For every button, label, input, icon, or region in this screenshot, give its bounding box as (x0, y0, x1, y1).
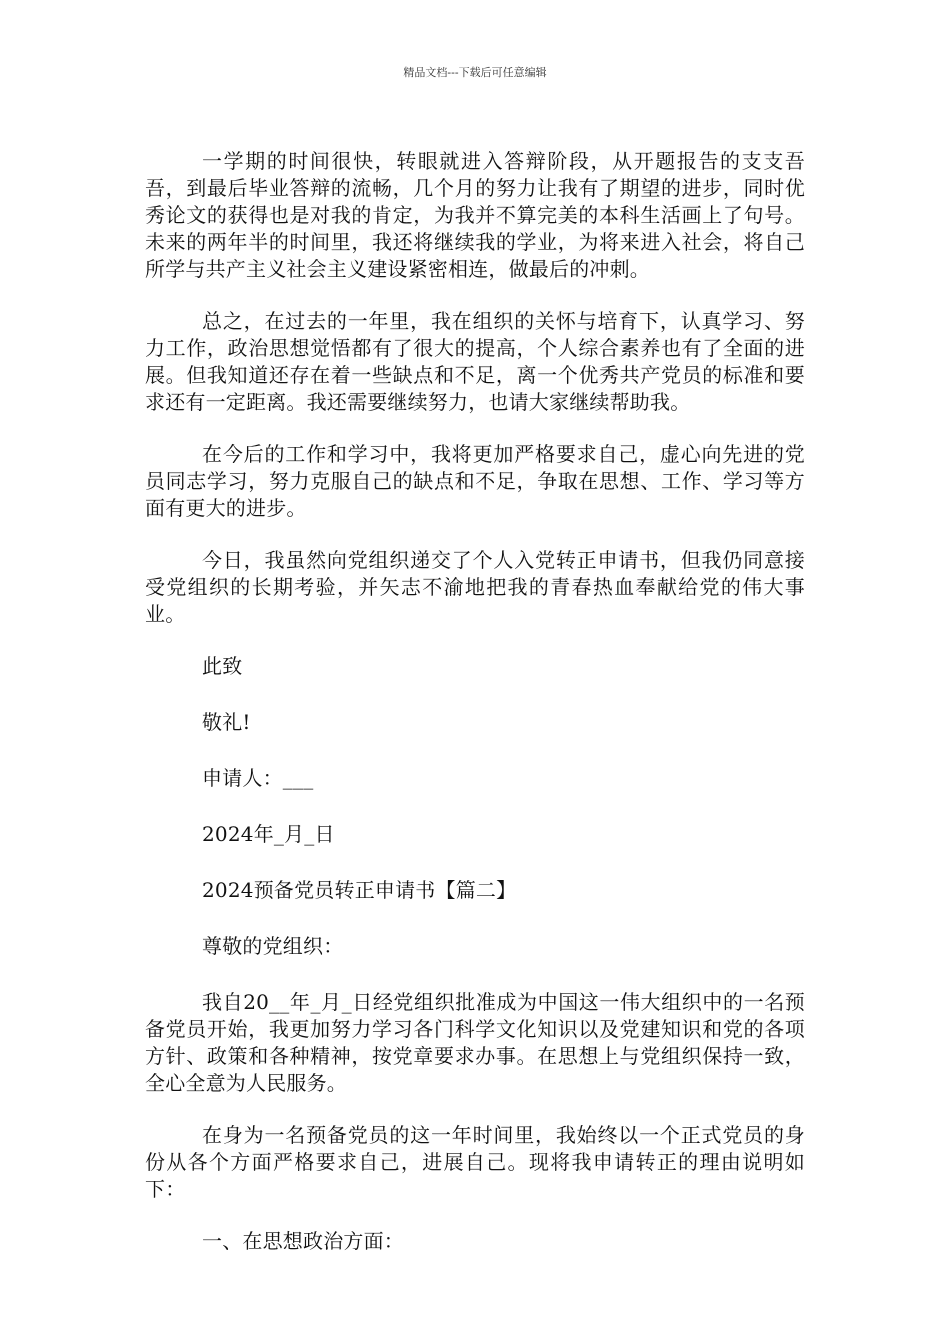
paragraph-5: 我自20__年_月_日经党组织批准成为中国这一伟大组织中的一名预备党员开始，我更加努力学习各门科学文化知识以及党建知识和党的各项方针、政策和各种精神，按党章要求办事。在思想上与党组织保持一致，全心全意为人民服务。 (145, 990, 805, 1095)
paragraph-1: 一学期的时间很快，转眼就进入答辩阶段，从开题报告的支支吾吾，到最后毕业答辩的流畅，几个月的努力让我有了期望的进步，同时优秀论文的获得也是对我的肯定，为我并不算完美的本科生活画上了句号。未来的两年半的时间里，我还将继续我的学业，为将来进入社会，将自己所学与共产主义社会主义建设紧密相连，做最后的冲刺。 (145, 149, 805, 281)
paragraph-6: 在身为一名预备党员的这一年时间里，我始终以一个正式党员的身份从各个方面严格要求自己，进展自己。现将我申请转正的理由说明如下： (145, 1123, 805, 1201)
date-line: 2024年_月_日 (202, 822, 335, 846)
page-header: 精品文档---下载后可任意编辑 (403, 66, 547, 79)
subheading: 一、在思想政治方面： (202, 1229, 404, 1253)
applicant-line: 申请人：___ (202, 766, 314, 790)
paragraph-3: 在今后的工作和学习中，我将更加严格要求自己，虚心向先进的党员同志学习，努力克服自己的缺点和不足，争取在思想、工作、学习等方面有更大的进步。 (145, 442, 805, 520)
greeting: 尊敬的党组织： (202, 934, 344, 958)
closing-respect: 敬礼! (202, 710, 251, 734)
document-body (145, 148, 805, 1284)
section-title: 2024预备党员转正申请书【篇二】 (202, 878, 517, 902)
paragraph-4: 今日，我虽然向党组织递交了个人入党转正申请书，但我仍同意接受党组织的长期考验，并矢志不渝地把我的青春热血奉献给党的伟大事业。 (145, 548, 805, 626)
closing-salutation: 此致 (202, 654, 243, 678)
paragraph-2: 总之，在过去的一年里，我在组织的关怀与培育下，认真学习、努力工作，政治思想觉悟都有了很大的提高，个人综合素养也有了全面的进展。但我知道还存在着一些缺点和不足，离一个优秀共产党员的标准和要求还有一定距离。我还需要继续努力，也请大家继续帮助我。 (145, 309, 805, 414)
